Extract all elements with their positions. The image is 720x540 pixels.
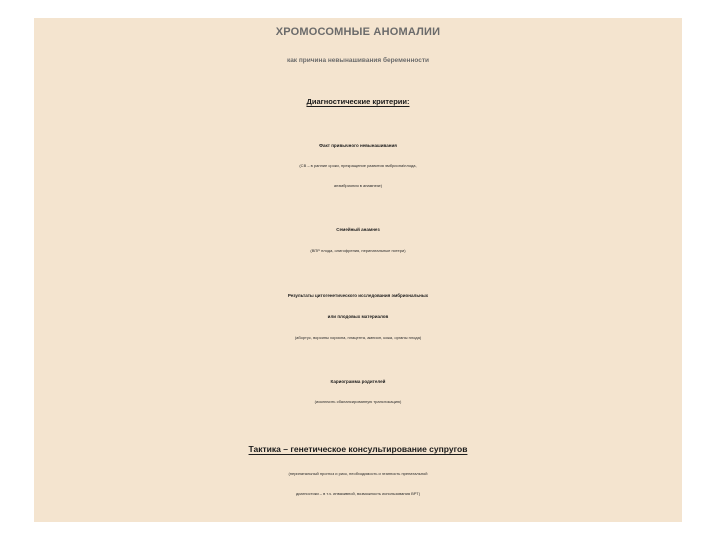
slide-title: ХРОМОСОМНЫЕ АНОМАЛИИ [275,26,441,38]
criterion-1-detail-line-2: анэмбриония в анамнезе) [333,183,383,188]
diagnostic-criteria-heading: Диагностические критерии: [306,97,410,106]
criterion-2-heading: Семейный анамнез [336,227,380,232]
tactic-detail-line-2: диагностики – в т.ч. инвазивной, возможность использования ВРТ) [295,491,421,496]
criterion-3-detail-line-1: (абортус, ворсины хориона, плацента, амнион, кожа, органы плода) [294,335,422,340]
criterion-4-detail-line-1: (исключить сбалансированную транслокацию) [314,399,402,404]
criterion-2-detail-line-1: (ВПР плода, олигофрения, перинатальные потери) [310,248,406,253]
criterion-1-heading: Факт привычного невынашивания [319,143,397,148]
tactic-heading: Тактика – генетическое консультирование супругов [248,444,468,454]
criterion-3-heading-line-2: или плодовых материалов [327,314,389,319]
slide [34,18,682,522]
criterion-1-detail-line-1: (СВ – в ранние сроки, прекращение развития эмбриона\плода, [299,163,417,168]
criterion-3-heading-line-1: Результаты цитогенетического исследования эмбриональных [287,293,429,298]
tactic-detail-line-1: (перинатальный прогноз и риск, необходимость и этапность пренатальной [288,471,428,476]
slide-subtitle: как причина невынашивания беременности [286,57,430,64]
criterion-4-heading: Кариограмма родителей [330,379,386,384]
